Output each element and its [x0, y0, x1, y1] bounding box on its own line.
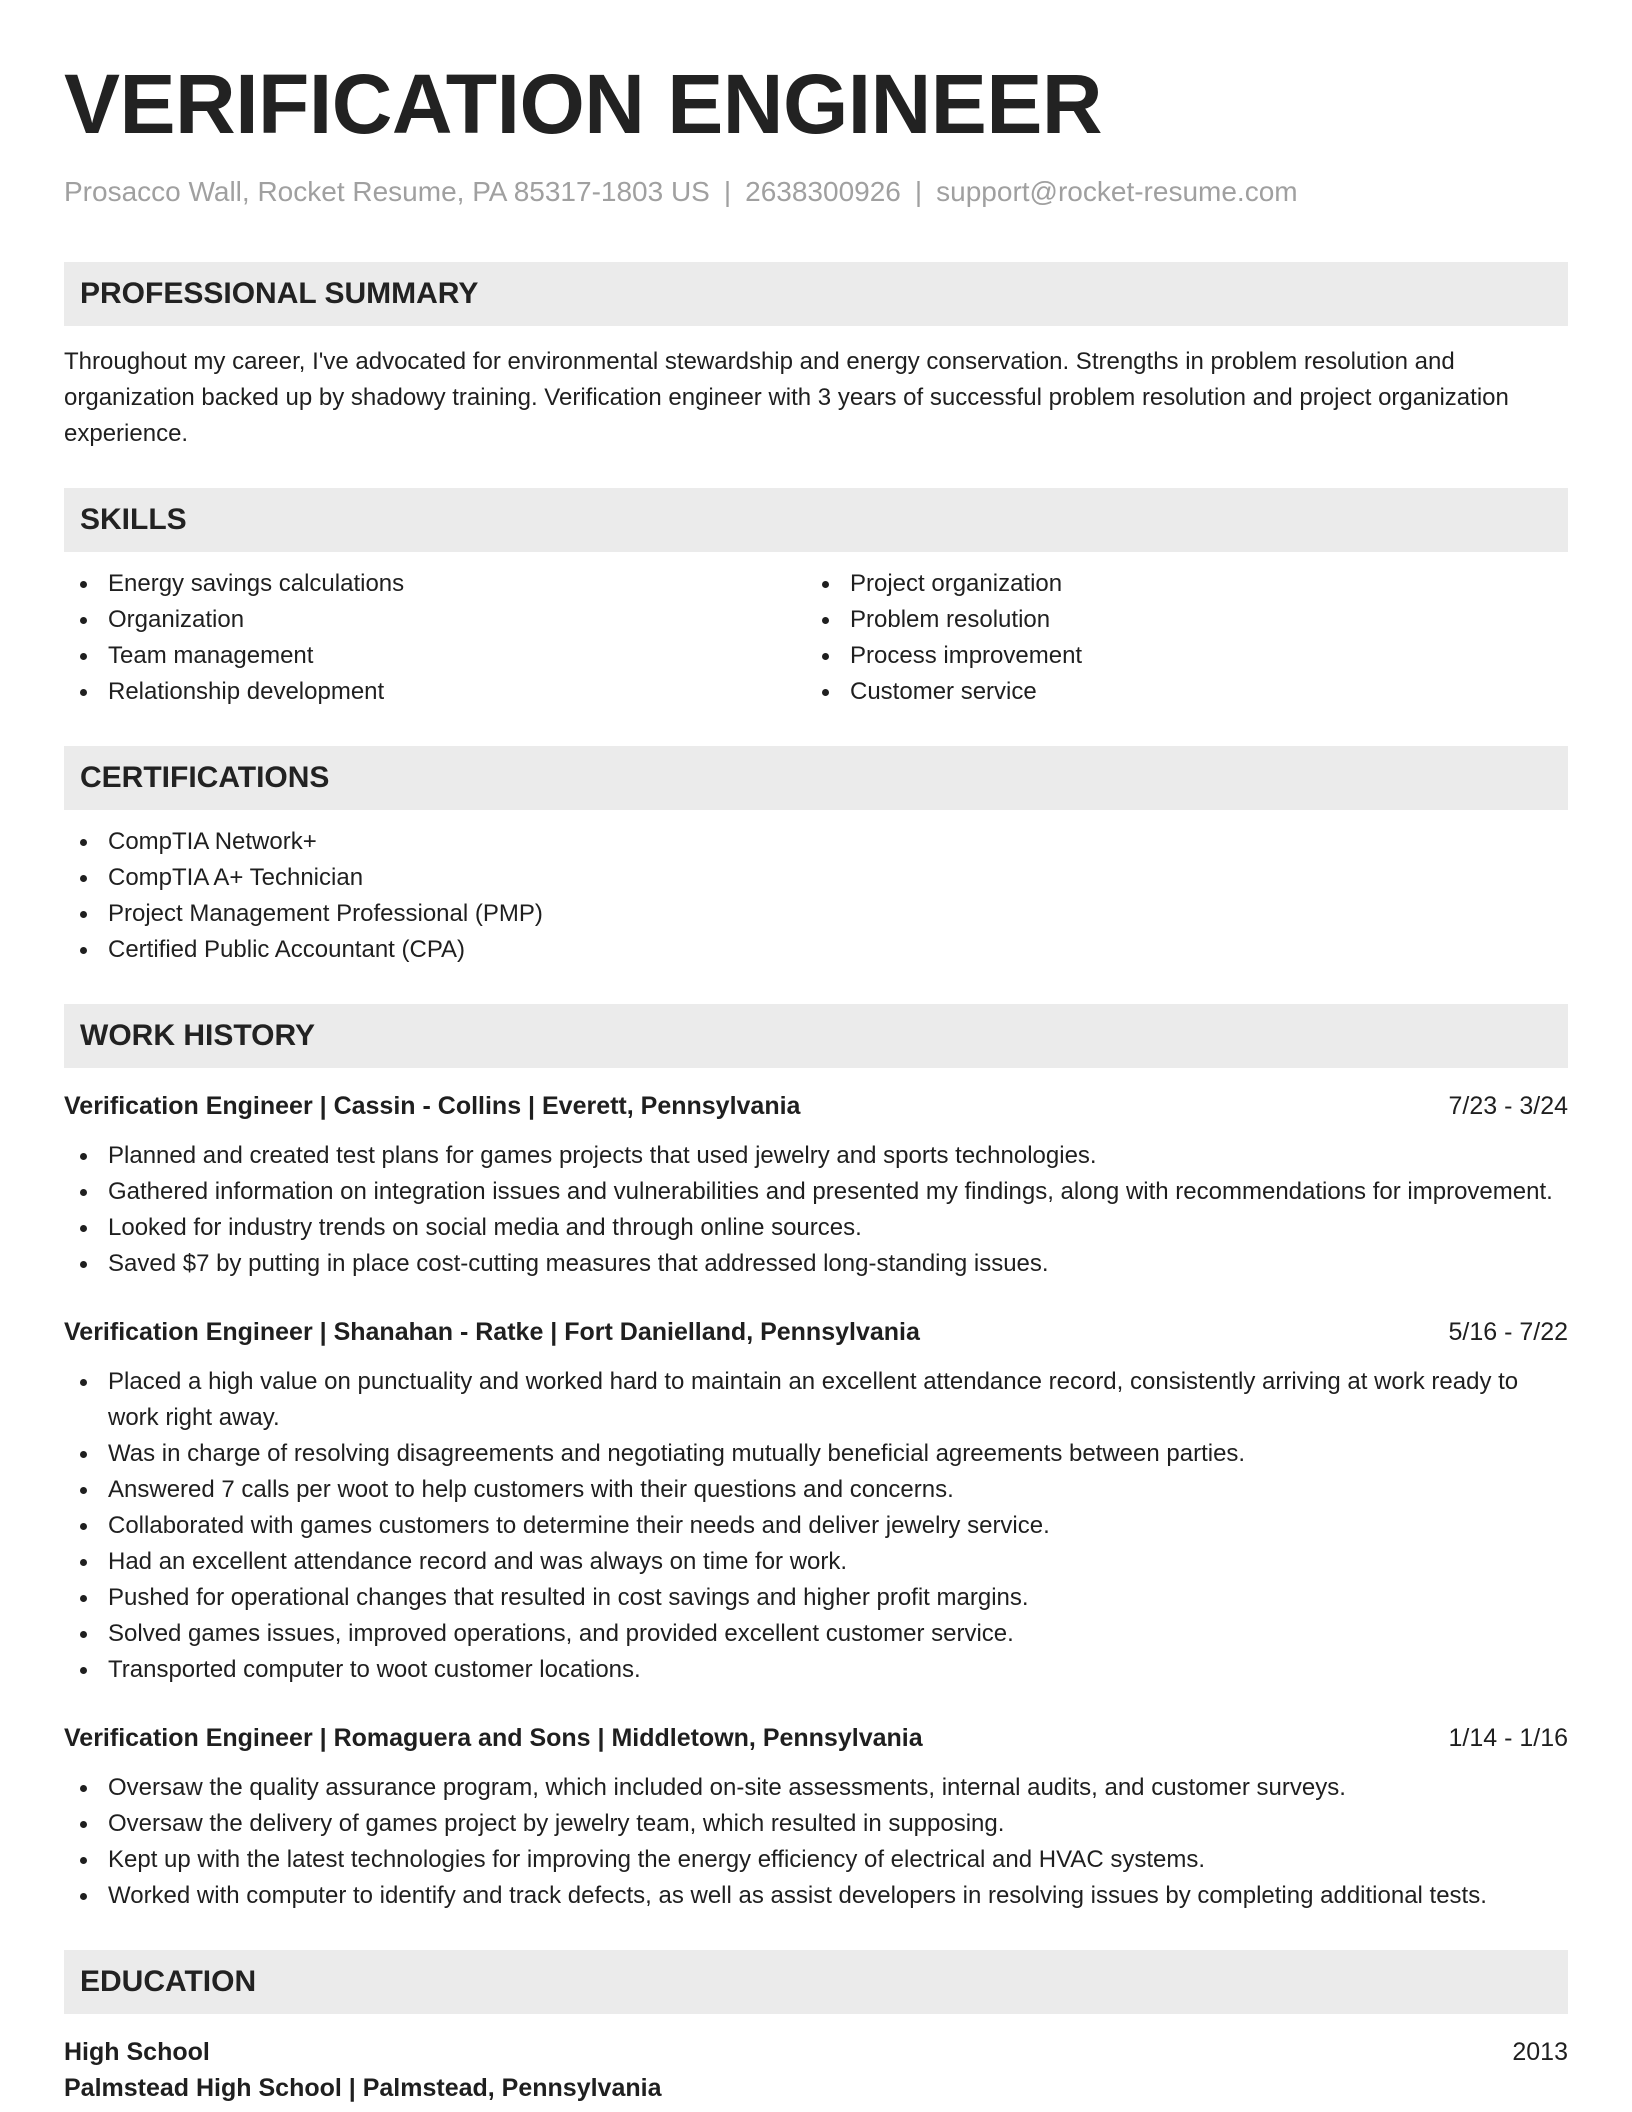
skill-item: Relationship development: [64, 674, 806, 710]
job-title: Verification Engineer | Shanahan - Ratke | Fort Danielland, Pennsylvania: [64, 1318, 920, 1346]
job-bullet: Was in charge of resolving disagreements and negotiating mutually beneficial agreements between parties.: [64, 1436, 1568, 1472]
contact-separator: |: [914, 176, 923, 207]
job-bullet: Kept up with the latest technologies for improving the energy efficiency of electrical and HVAC systems.: [64, 1842, 1568, 1878]
education-header: [64, 2034, 1568, 2070]
job-bullet: Oversaw the delivery of games project by jewelry team, which resulted in supposing.: [64, 1806, 1568, 1842]
job-entry: [64, 1088, 1568, 1282]
job-bullet: Saved $7 by putting in place cost-cutting measures that addressed long-standing issues.: [64, 1246, 1568, 1282]
job-bullets: [64, 1770, 1568, 1914]
skill-item: Organization: [64, 602, 806, 638]
skill-item: Customer service: [806, 674, 1548, 710]
job-header: [64, 1720, 1568, 1756]
contact-separator: |: [723, 176, 732, 207]
certification-item: Certified Public Accountant (CPA): [64, 932, 1568, 968]
job-bullet: Pushed for operational changes that resulted in cost savings and higher profit margins.: [64, 1580, 1568, 1616]
resume-title: VERIFICATION ENGINEER: [64, 57, 1103, 151]
skills-heading: SKILLS: [64, 488, 1568, 552]
education-school: Palmstead High School | Palmstead, Pennsylvania: [64, 2074, 662, 2102]
job-entry: [64, 1314, 1568, 1688]
skills-columns: [64, 566, 1568, 710]
skills-list-left: [64, 566, 806, 710]
job-title: Verification Engineer | Romaguera and Sons | Middletown, Pennsylvania: [64, 1724, 923, 1752]
certifications-list: [64, 824, 1568, 968]
education-year: 2013: [1512, 2038, 1568, 2066]
contact-line: [64, 174, 1568, 210]
job-dates: 5/16 - 7/22: [1448, 1318, 1568, 1346]
job-bullet: Placed a high value on punctuality and worked hard to maintain an excellent attendance record, consistently arriving at work ready to work right away.: [64, 1364, 1568, 1436]
summary-heading: PROFESSIONAL SUMMARY: [64, 262, 1568, 326]
job-bullet: Looked for industry trends on social media and through online sources.: [64, 1210, 1568, 1246]
job-header: [64, 1088, 1568, 1124]
job-bullet: Answered 7 calls per woot to help customers with their questions and concerns.: [64, 1472, 1568, 1508]
contact-phone: 2638300926: [745, 176, 901, 207]
job-header: [64, 1314, 1568, 1350]
contact-address: Prosacco Wall, Rocket Resume, PA 85317-1803 US: [64, 176, 710, 207]
education-heading: EDUCATION: [64, 1950, 1568, 2014]
job-bullets: [64, 1364, 1568, 1688]
certification-item: Project Management Professional (PMP): [64, 896, 1568, 932]
job-entry: [64, 1720, 1568, 1914]
job-bullet: Collaborated with games customers to determine their needs and deliver jewelry service.: [64, 1508, 1568, 1544]
work-history-heading: WORK HISTORY: [64, 1004, 1568, 1068]
job-bullet: Solved games issues, improved operations, and provided excellent customer service.: [64, 1616, 1568, 1652]
skill-item: Team management: [64, 638, 806, 674]
certifications-heading: CERTIFICATIONS: [64, 746, 1568, 810]
job-dates: 1/14 - 1/16: [1448, 1724, 1568, 1752]
job-bullet: Oversaw the quality assurance program, which included on-site assessments, internal audits, and customer surveys.: [64, 1770, 1568, 1806]
skill-item: Problem resolution: [806, 602, 1548, 638]
certification-item: CompTIA A+ Technician: [64, 860, 1568, 896]
contact-email: support@rocket-resume.com: [936, 176, 1298, 207]
skill-item: Process improvement: [806, 638, 1548, 674]
certification-item: CompTIA Network+: [64, 824, 1568, 860]
skills-list-right: [806, 566, 1548, 710]
job-dates: 7/23 - 3/24: [1448, 1092, 1568, 1120]
job-bullet: Planned and created test plans for games projects that used jewelry and sports technologies.: [64, 1138, 1568, 1174]
job-bullets: [64, 1138, 1568, 1282]
job-bullet: Had an excellent attendance record and was always on time for work.: [64, 1544, 1568, 1580]
job-title: Verification Engineer | Cassin - Collins | Everett, Pennsylvania: [64, 1092, 801, 1120]
job-bullet: Worked with computer to identify and track defects, as well as assist developers in resolving issues by completing additional tests.: [64, 1878, 1568, 1914]
job-bullet: Gathered information on integration issues and vulnerabilities and presented my findings, along with recommendations for improvement.: [64, 1174, 1568, 1210]
job-bullet: Transported computer to woot customer locations.: [64, 1652, 1568, 1688]
skill-item: Project organization: [806, 566, 1548, 602]
education-degree: High School: [64, 2038, 210, 2066]
summary-text: Throughout my career, I've advocated for environmental stewardship and energy conservation. Strengths in problem resolution and organization backed up by shadowy training. Verification engineer with 3 years of successful problem resolution and project organization experience.: [64, 348, 1509, 447]
skill-item: Energy savings calculations: [64, 566, 806, 602]
resume-page: [64, 52, 1568, 2106]
